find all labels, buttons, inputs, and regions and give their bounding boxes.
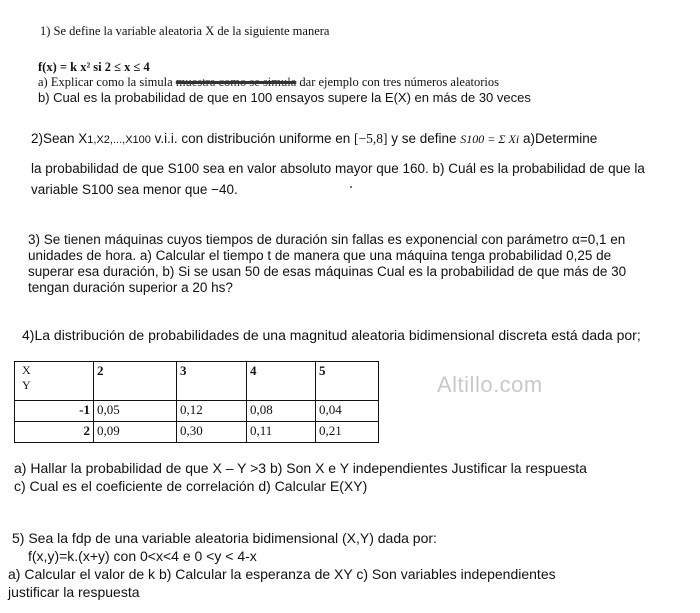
table-cell: 0,11 [247, 422, 316, 443]
speck [350, 186, 352, 188]
problem-3-line-2: unidades de hora. a) Calcular el tiempo t de manera que una máquina tenga probabilidad 0,25 de [28, 248, 612, 263]
p2-variables: 1,X2,...,X100 [87, 134, 151, 146]
table-row-y: -1 [15, 401, 94, 422]
problem-1-part-b: b) Cual es la probabilidad de que en 100 ensayos supere la E(X) en más de 30 veces [38, 90, 531, 105]
problem-5-questions-1: a) Calcular el valor de k b) Calcular la esperanza de XY c) Son variables independientes [8, 566, 556, 582]
table-header-x: 3 [177, 362, 247, 401]
problem-5-questions-2: justificar la respuesta [8, 584, 140, 600]
p2-interval: [−5,8] [354, 131, 388, 146]
table-cell: 0,05 [94, 401, 177, 422]
problem-1-title: 1) Se define la variable aleatoria X de la siguiente manera [40, 24, 330, 38]
table-header-row [15, 362, 379, 401]
problem-5-fdp: f(x,y)=k.(x+y) con 0<x<4 e 0 <y < 4-x [28, 548, 257, 564]
table-cell: 0,04 [316, 401, 379, 422]
p2-prefix: 2)Sean X [31, 131, 88, 146]
problem-5-intro: 5) Sea la fdp de una variable aleatoria bidimensional (X,Y) dada por: [12, 530, 437, 546]
problem-4-intro: 4)La distribución de probabilidades de una magnitud aleatoria bidimensional discreta está dada por; [22, 327, 641, 343]
problem-2-line-2: la probabilidad de que S100 sea en valor absoluto mayor que 160. b) Cuál es la probabilidad de que la [31, 161, 645, 176]
problem-4-questions-2: c) Cual es el coeficiente de correlación d) Calcular E(XY) [14, 478, 368, 494]
table-header-x: 4 [247, 362, 316, 401]
problem-3-line-1: 3) Se tienen máquinas cuyos tiempos de duración sin fallas es exponencial con parámetro α=0,1 en [28, 232, 626, 247]
problem-3-line-3: superar esa duración, b) Si se usan 50 de esas máquinas Cual es la probabilidad de que más de 30 [28, 264, 627, 279]
table-header-x: 2 [94, 362, 177, 401]
probability-table [14, 361, 379, 443]
table-corner-cell [15, 362, 94, 401]
part-a-suffix: dar ejemplo con tres números aleatorios [296, 75, 499, 89]
table-cell: 0,09 [94, 422, 177, 443]
p2-mid: v.i.i. con distribución uniforme en [150, 131, 354, 146]
p2-after: y se define [387, 131, 461, 146]
table-header-x: 5 [316, 362, 379, 401]
problem-2-line-1 [31, 131, 597, 147]
table-cell: 0,21 [316, 422, 379, 443]
watermark: Altillo.com [437, 372, 543, 397]
p2-end: a)Determine [519, 131, 598, 146]
corner-x-label: X [22, 363, 31, 377]
part-a-struck-text: muestra como se simula [175, 75, 297, 89]
table-cell: 0,12 [177, 401, 247, 422]
table-cell: 0,30 [177, 422, 247, 443]
table-row-y: 2 [15, 422, 94, 443]
problem-1-formula: f(x) = k x² si 2 ≤ x ≤ 4 [38, 60, 150, 74]
p2-sum-expression: S100 = Σ Xi [460, 132, 520, 146]
table-row [15, 401, 379, 422]
corner-y-label: Y [22, 378, 31, 392]
table-row [15, 422, 379, 443]
problem-1-part-a [38, 75, 499, 90]
problem-3-line-4: tengan duración superior a 20 hs? [28, 280, 233, 295]
part-a-prefix: a) Explicar como la simula [38, 75, 176, 89]
problem-2-line-3: variable S100 sea menor que −40. [31, 182, 238, 197]
table-cell: 0,08 [247, 401, 316, 422]
problem-4-questions-1: a) Hallar la probabilidad de que X – Y >3 b) Son X e Y independientes Justificar la respuesta [14, 460, 587, 476]
